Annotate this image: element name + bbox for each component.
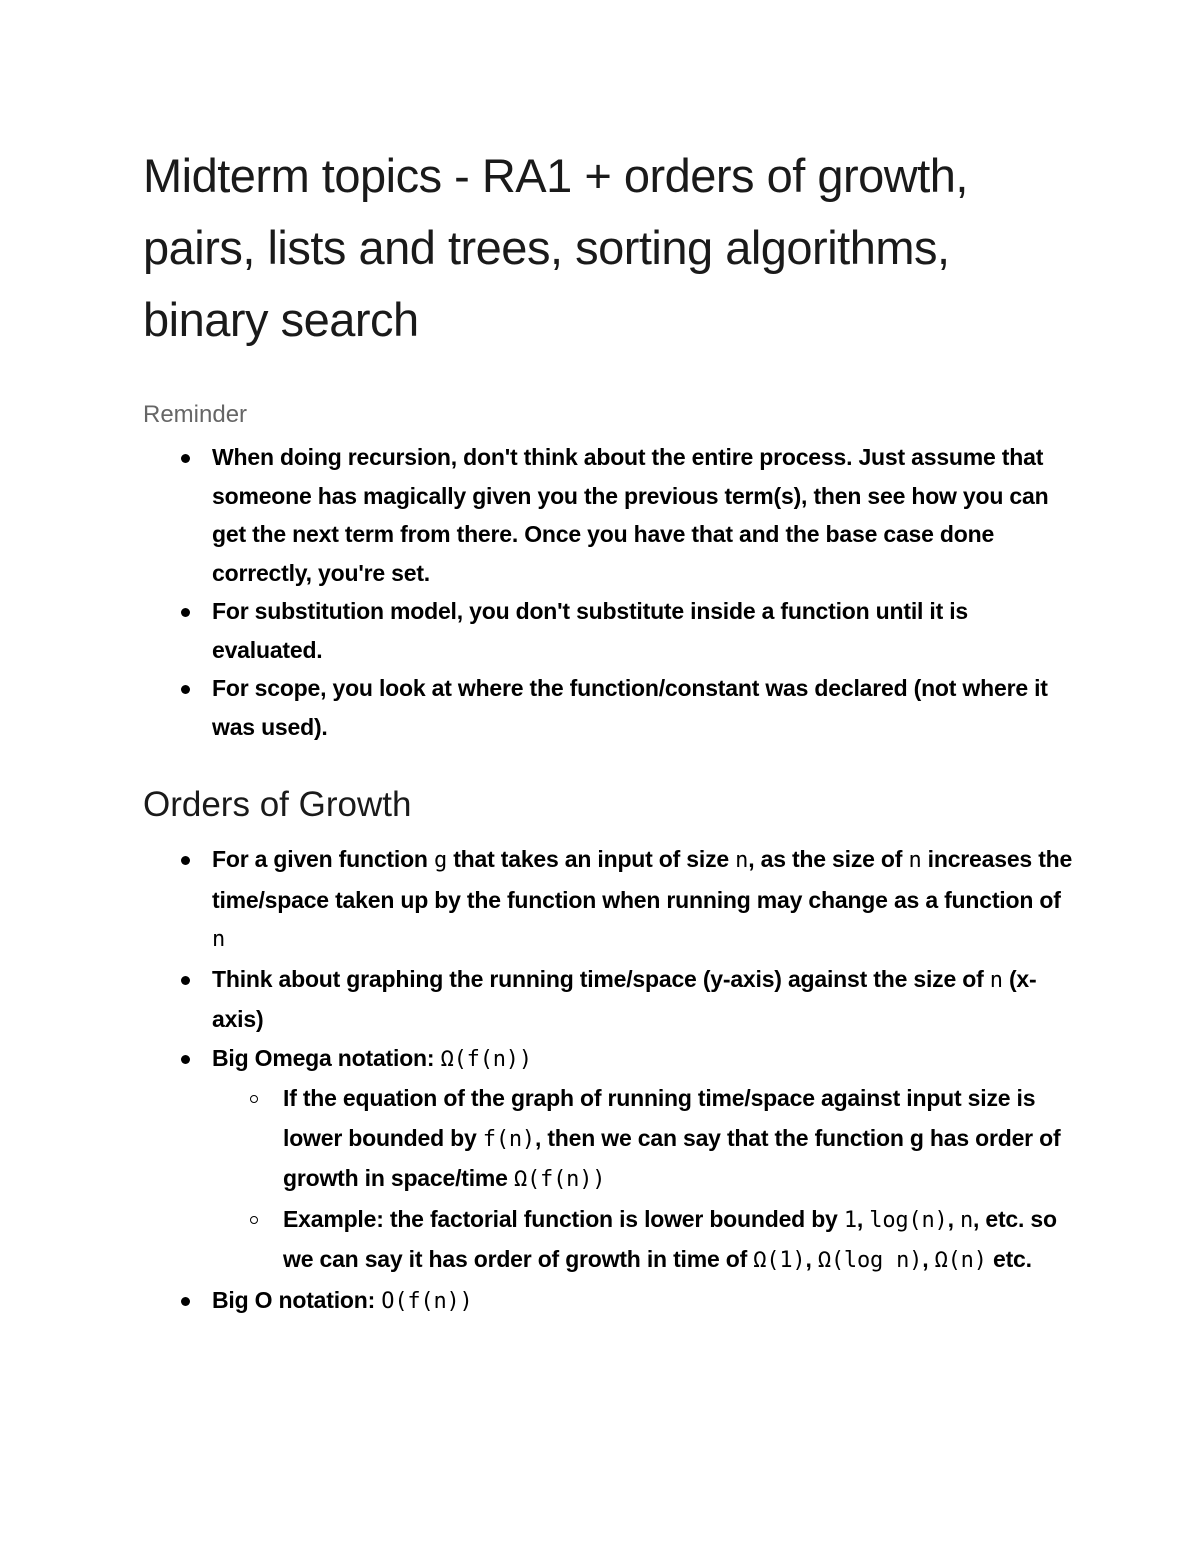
- reminder-list: [143, 438, 1073, 746]
- text: Think about graphing the running time/space (y-axis) against the size of: [212, 965, 990, 992]
- big-omega-sublist: [212, 1079, 1073, 1281]
- code-omega-log-n: Ω(log n): [817, 1248, 923, 1273]
- text: Example: the factorial function is lower bounded by: [283, 1205, 844, 1232]
- growth-item-big-o: [143, 1281, 1073, 1322]
- bullet-disc-icon: [181, 685, 190, 694]
- text: etc.: [986, 1246, 1032, 1272]
- section-heading-orders-of-growth: Orders of Growth: [143, 785, 412, 824]
- bullet-disc-icon: [181, 608, 190, 617]
- code-n: n: [989, 967, 1003, 993]
- reminder-item-text: When doing recursion, don't think about the entire process. Just assume that someone has magically given you the previous term(s), then see how you can get the next term from there. Once you have that and the base case done correctly, you're set.: [212, 444, 1049, 586]
- bullet-circle-icon: [250, 1216, 258, 1224]
- code-n: n: [735, 848, 749, 873]
- reminder-item-text: For scope, you look at where the function/constant was: [212, 675, 815, 701]
- text: (x-axis): [212, 965, 1037, 1032]
- text: ,: [947, 1205, 960, 1232]
- code-fn: f(n): [482, 1126, 535, 1152]
- code-omega-1: Ω(1): [753, 1248, 806, 1273]
- code-log-n: log(n): [869, 1207, 948, 1233]
- reminder-item-text: For substitution model, you don't substitute inside a function until it is evaluated.: [212, 598, 969, 663]
- text: increases the time/space taken up by the function when running may change as a function of: [212, 846, 1073, 913]
- text: ,: [805, 1246, 818, 1272]
- code-n: n: [959, 1207, 973, 1233]
- big-omega-notation: Ω(f(n)): [440, 1046, 532, 1072]
- code-1: 1: [843, 1207, 857, 1233]
- text: , etc. so we can say it has order of growth in time of: [283, 1205, 1057, 1272]
- big-omega-label: Big Omega notation:: [212, 1044, 441, 1071]
- bullet-disc-icon: [181, 976, 190, 985]
- text: ,: [856, 1205, 870, 1232]
- text: If the equation of the graph of running time/space against input size is lower bounded by: [283, 1085, 1036, 1151]
- text: that takes an input of size: [447, 846, 736, 872]
- document-title: Midterm topics - RA1 + orders of growth, pairs, lists and trees, sorting algorithms, binary search: [143, 149, 968, 346]
- bullet-disc-icon: [181, 1055, 190, 1064]
- bullet-disc-icon: [181, 1297, 190, 1306]
- code-omega-n: Ω(n): [934, 1248, 987, 1273]
- big-omega-sub-definition: [143, 1079, 1073, 1200]
- growth-item-big-omega: [143, 1039, 1073, 1281]
- orders-of-growth-list: [143, 840, 1073, 1321]
- code-g: g: [433, 848, 448, 873]
- big-o-label: Big O notation:: [212, 1286, 382, 1313]
- text: , as the size of: [748, 846, 909, 872]
- emphasis-declared: declared: [814, 675, 908, 701]
- text: For a given function: [212, 846, 434, 872]
- text: , then we can say that the function g has order of growth in space/time: [283, 1124, 1061, 1191]
- bullet-disc-icon: [181, 454, 190, 463]
- code-n: n: [908, 848, 922, 873]
- text: ,: [922, 1246, 935, 1272]
- document-page: [143, 140, 1073, 1321]
- big-omega-sub-example: [143, 1200, 1073, 1281]
- growth-item-graphing: [143, 960, 1073, 1039]
- reminder-item-scope: [143, 669, 1073, 746]
- growth-item-definition: [143, 840, 1073, 960]
- reminder-label: Reminder: [143, 401, 248, 428]
- bullet-disc-icon: [181, 856, 190, 865]
- reminder-item-recursion: [143, 438, 1073, 592]
- reminder-item-substitution: [143, 592, 1073, 669]
- big-o-notation: O(f(n)): [381, 1288, 473, 1314]
- code-omega: Ω(f(n)): [513, 1167, 606, 1192]
- code-n: n: [212, 927, 226, 952]
- bullet-circle-icon: [250, 1095, 258, 1103]
- reminder-item-text: (not where it was used).: [212, 675, 1048, 740]
